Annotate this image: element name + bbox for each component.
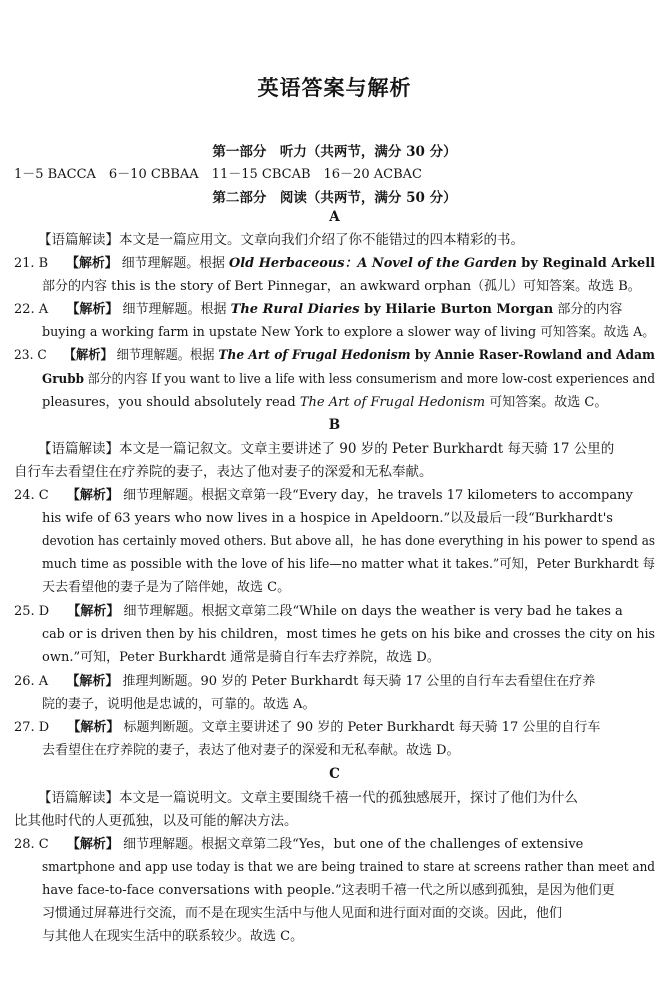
q27-tag: 【解析】 [67,720,120,735]
q23-line3-title: The Art of Frugal Hedonism [299,395,486,410]
q21-tag: 【解析】 [66,256,118,271]
q23-line1 [14,348,655,364]
q23-by: by Annie Raser-Rowland and Adam [410,348,655,363]
q23-line3-post: 可知答案。故选 C。 [485,395,608,410]
q27-line2: 去看望住在疗养院的妻子，表达了他对妻子的深爱和无私奉献。故选 D。 [42,743,460,758]
q24-line1 [14,488,633,504]
q26-tag: 【解析】 [66,674,119,689]
q27-line1 [14,720,600,736]
q22-line2: buying a working farm in upstate New York to explore a slower way of living 可知答案。故选 A。 [42,325,655,340]
q24-line2: his wife of 63 years who now lives in a hospice in Apeldoorn.”以及最后一段“Burkhardt's [42,511,613,526]
q22-number: 22. A [14,302,49,317]
q24-line5: 天去看望他的妻子是为了陪伴她，故选 C。 [42,580,291,595]
q26-line1 [14,674,595,690]
q25-line1 [14,604,623,620]
q23-pre: 细节理解题。根据 [116,348,219,363]
q24-tag: 【解析】 [66,488,119,503]
q21-line2: 部分的内容 this is the story of Bert Pinnegar，an awkward orphan（孤儿）可知答案。故选 B。 [42,279,641,294]
q24-number: 24. C [14,488,49,503]
q22-tag: 【解析】 [66,302,119,317]
listening-answers: 1－5 BACCA 6－10 CBBAA 11－15 CBCAB 16－20 ACBAC [14,167,422,182]
q23-line2-text: 部分的内容 If you want to live a life with less consumerism and more low-cost experiences and [83,372,656,387]
q22-post: 部分的内容 [553,302,623,317]
section-c-guide-line2: 比其他时代的人更孤独，以及可能的解决方法。 [14,813,298,829]
q28-number: 28. C [14,837,49,852]
q21-booktitle: Old Herbaceous：A Novel of the Garden [229,256,517,271]
q26-l1: 推理判断题。90 岁的 Peter Burkhardt 每天骑 17 公里的自行车去看望住在疗养 [122,674,596,689]
q23-booktitle: The Art of Frugal Hedonism [218,348,411,363]
q28-line5: 与其他人在现实生活中的联系较少。故选 C。 [42,929,304,944]
q25-tag: 【解析】 [67,604,120,619]
q25-l1: 细节理解题。根据文章第二段“While on days the weather is very bad he takes a [123,604,623,619]
q27-l1: 标题判断题。文章主要讲述了 90 岁的 Peter Burkhardt 每天骑 17 公里的自行车 [123,720,601,735]
q23-tag: 【解析】 [63,348,113,363]
q21-number: 21. B [14,256,49,271]
q22-by: by Hilarie Burton Morgan [359,302,554,317]
q21-pre: 细节理解题。根据 [121,256,230,271]
q28-line2: smartphone and app use today is that we are being trained to stare at screens rather than meet and [42,860,656,875]
section-a-letter: A [329,209,340,225]
part1-heading: 第一部分 听力（共两节，满分 30 分） [212,144,457,160]
q23-number: 23. C [14,348,47,363]
q28-l1: 细节理解题。根据文章第二段“Yes，but one of the challenges of extensive [123,837,584,852]
q22-pre: 细节理解题。根据 [122,302,231,317]
section-a-guide: 【语篇解读】本文是一篇应用文。文章向我们介绍了你不能错过的四本精彩的书。 [38,232,524,248]
q22-line1 [14,302,622,318]
q28-line4: 习惯通过屏幕进行交流，而不是在现实生活中与他人见面和进行面对面的交谈。因此，他们 [42,906,563,921]
section-b-guide-line2: 自行车去看望住在疗养院的妻子，表达了他对妻子的深爱和无私奉献。 [14,464,433,480]
section-b-guide-line1: 【语篇解读】本文是一篇记叙文。文章主要讲述了 90 岁的 Peter Burkhardt 每天骑 17 公里的 [38,441,615,457]
q24-line3: devotion has certainly moved others. But above all，he has done everything in his power to spend as [42,534,656,549]
q25-line2: cab or is driven then by his children，most times he gets on his bike and crosses the city on his [42,627,656,642]
q21-line1 [14,256,655,272]
q26-line2: 院的妻子，说明他是忠诚的，可靠的。故选 A。 [42,697,316,712]
q28-line3: have face-to-face conversations with people.”这表明千禧一代之所以感到孤独，是因为他们更 [42,883,615,898]
section-c-guide-line1: 【语篇解读】本文是一篇说明文。文章主要围绕千禧一代的孤独感展开，探讨了他们为什么 [38,790,578,806]
q23-line3 [42,395,607,411]
q24-l1: 细节理解题。根据文章第一段“Every day，he travels 17 kilometers to accompany [123,488,633,503]
q23-line2-bold: Grubb [42,372,84,387]
q27-number: 27. D [14,720,50,735]
q23-line3-pre: pleasures，you should absolutely read [42,395,300,410]
q21-by: by Reginald Arkell [516,256,656,271]
q24-line4: much time as possible with the love of his life—no matter what it takes.”可知，Peter Burkhardt 每 [42,557,655,572]
page-title: 英语答案与解析 [257,75,412,100]
q22-booktitle: The Rural Diaries [230,302,360,317]
q25-line3: own.”可知，Peter Burkhardt 通常是骑自行车去疗养院，故选 D。 [42,650,440,665]
q28-line1 [14,837,583,853]
q25-number: 25. D [14,604,50,619]
q28-tag: 【解析】 [66,837,119,852]
q23-line2 [42,372,655,388]
q26-number: 26. A [14,674,49,689]
section-c-letter: C [329,766,340,782]
section-b-letter: B [328,417,341,433]
part2-heading: 第二部分 阅读（共两节，满分 50 分） [212,190,457,206]
